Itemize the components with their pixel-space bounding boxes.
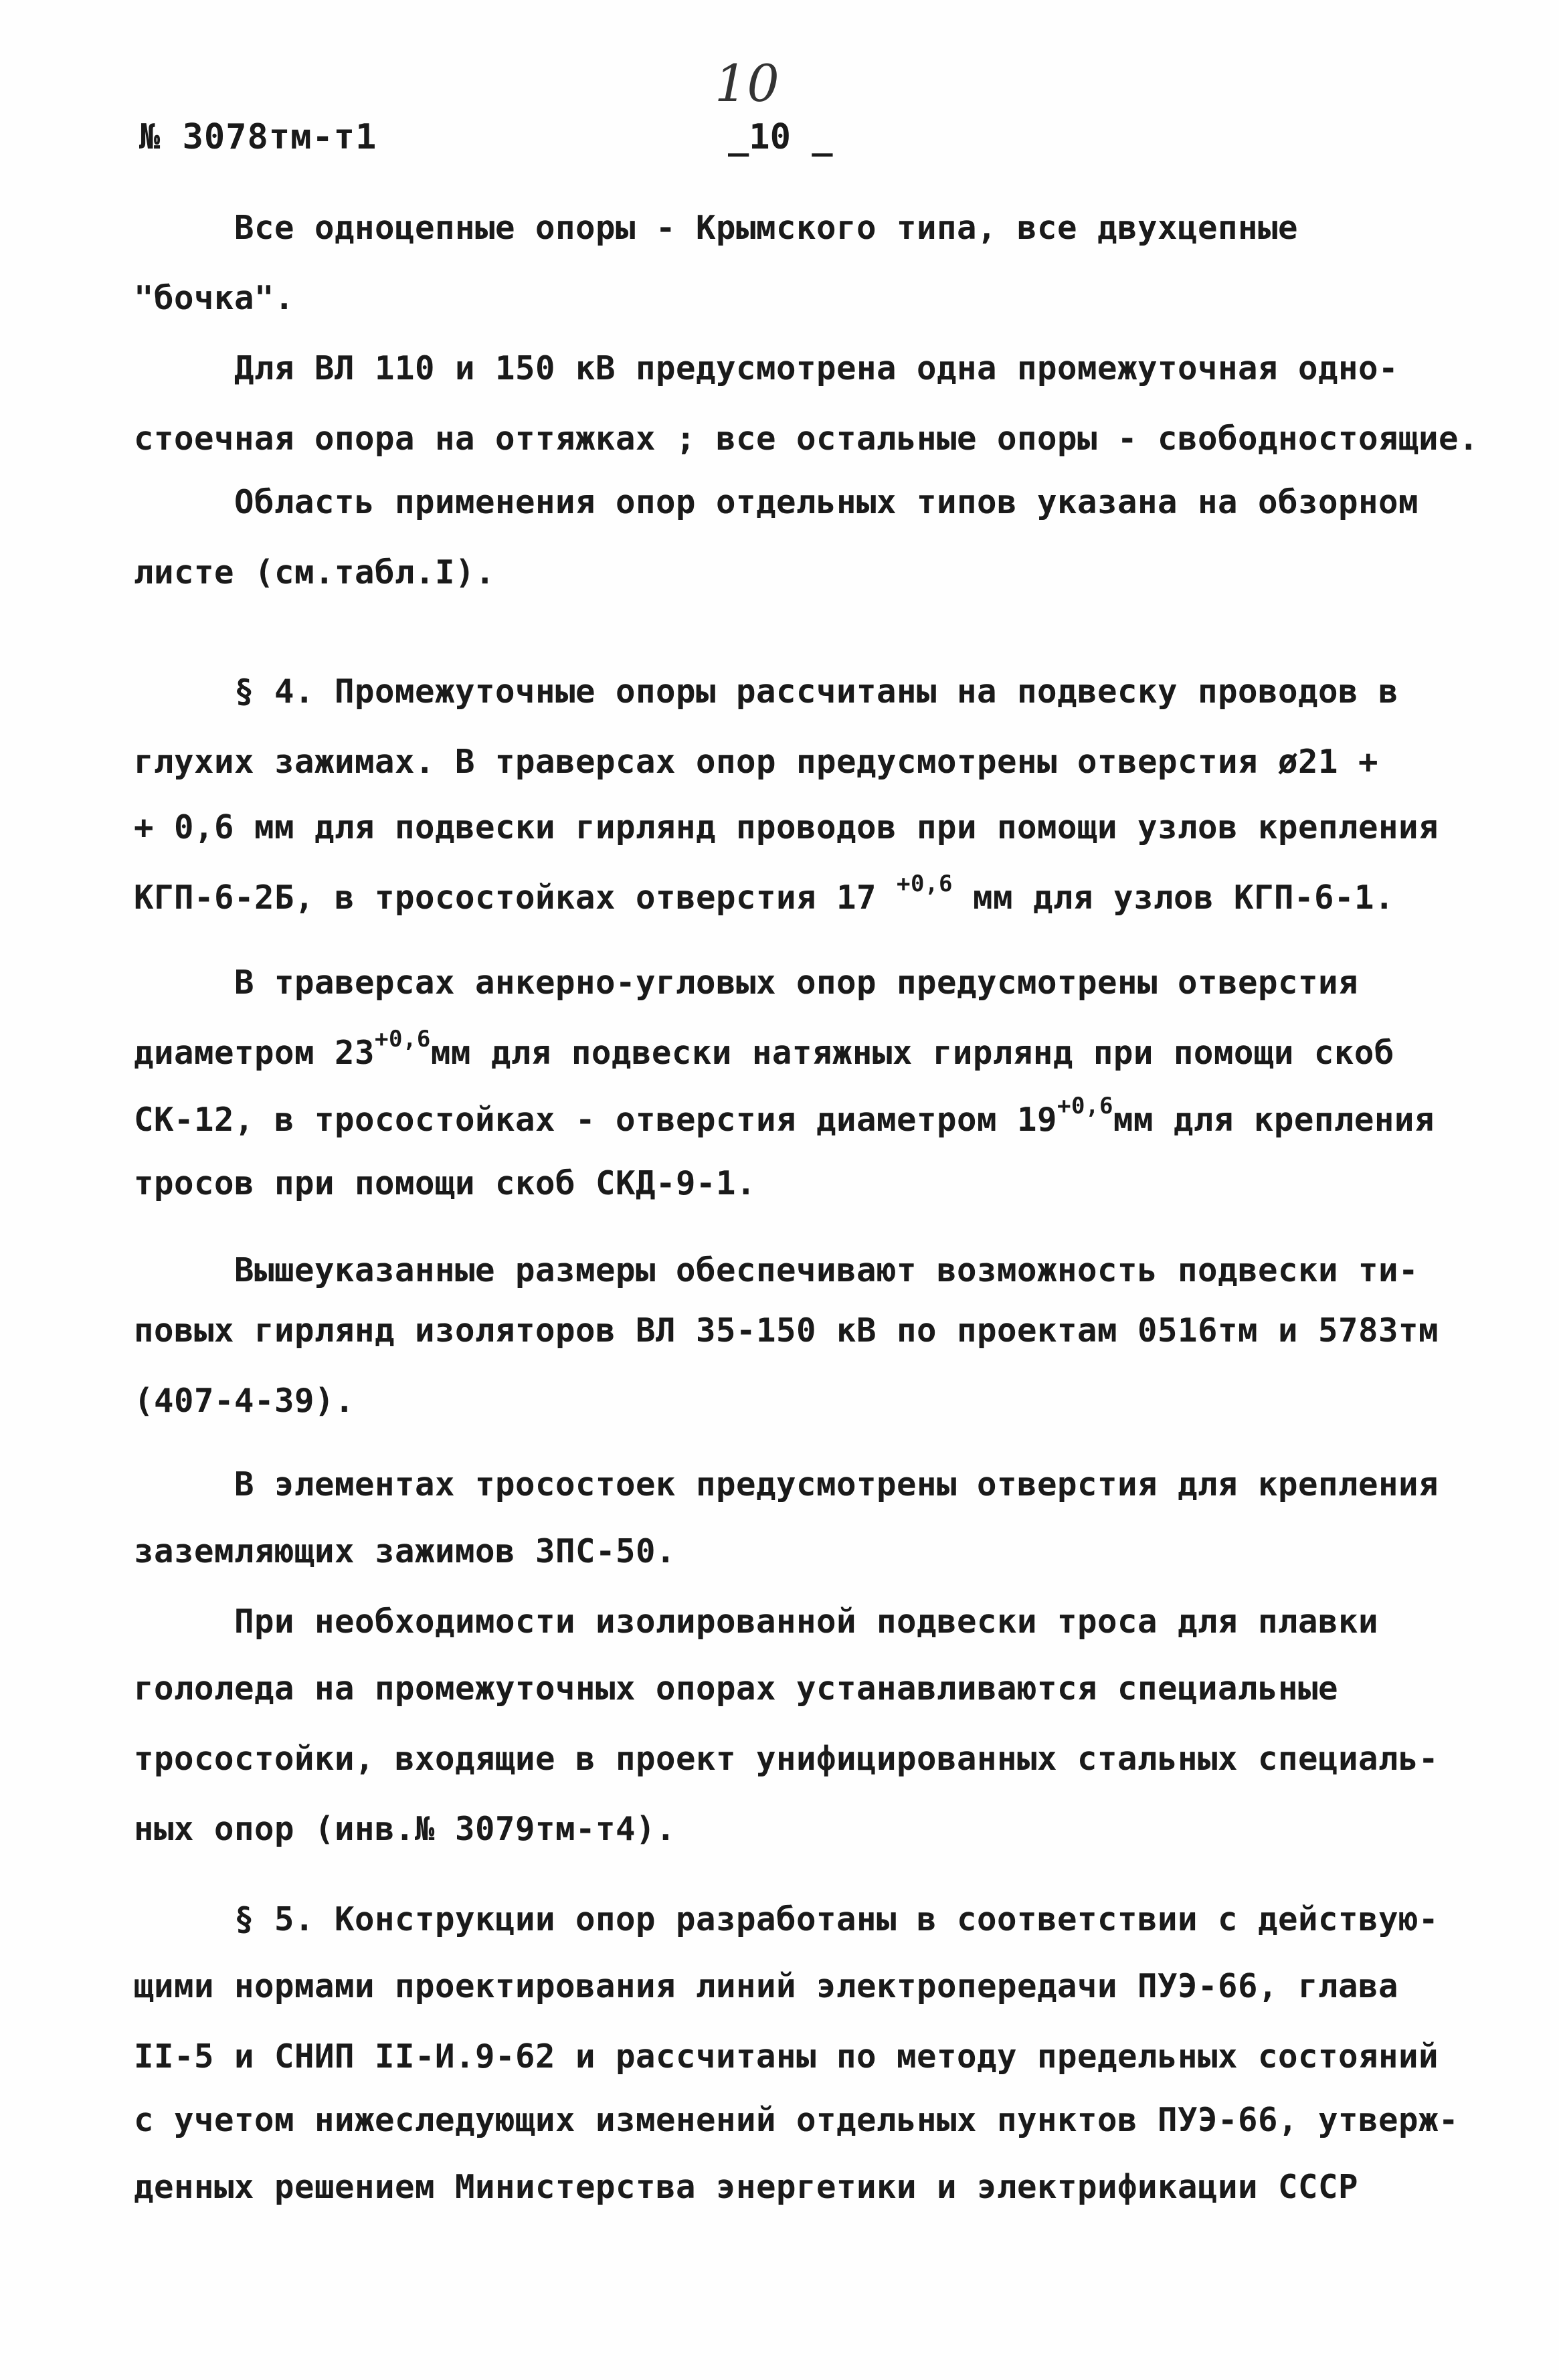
text-line: § 4. Промежуточные опоры рассчитаны на подвеску проводов в <box>234 672 1399 711</box>
page-number: _10 _ <box>728 117 833 157</box>
text-line <box>134 1093 1435 1139</box>
text-line: заземляющих зажимов ЗПС-50. <box>134 1532 676 1570</box>
tolerance-superscript: +0,6 <box>1057 1093 1113 1119</box>
text-line: с учетом нижеследующих изменений отдельных пунктов ПУЭ-66, утверж- <box>134 2101 1459 2139</box>
document-code: № 3078тм-т1 <box>139 117 377 157</box>
text-segment: мм для подвески натяжных гирлянд при помощи скоб <box>430 1034 1394 1072</box>
text-line: глухих зажимах. В траверсах опор предусмотрены отверстия ø21 + <box>134 743 1379 781</box>
text-line: "бочка". <box>134 279 295 317</box>
text-line: В траверсах анкерно-угловых опор предусмотрены отверстия <box>234 964 1359 1002</box>
text-segment: СК-12, в тросостойках - отверстия диаметром 19 <box>134 1101 1058 1139</box>
text-segment: диаметром 23 <box>134 1034 375 1072</box>
text-line: II-5 и СНИП II-И.9-62 и рассчитаны по методу предельных состояний <box>134 2037 1439 2076</box>
text-segment: мм для узлов КГП-6-1. <box>972 879 1394 917</box>
text-line: листе (см.табл.I). <box>134 553 496 591</box>
text-line: щими нормами проектирования линий электропередачи ПУЭ-66, глава <box>134 1967 1399 2005</box>
text-line: стоечная опора на оттяжках ; все остальные опоры - свободностоящие. <box>134 420 1479 458</box>
text-line: (407-4-39). <box>134 1382 355 1420</box>
text-line: § 5. Конструкции опор разработаны в соответствии с действую- <box>234 1900 1439 1938</box>
tolerance-superscript: +0,6 <box>897 871 953 897</box>
text-segment: КГП-6-2Б, в тросостойках отверстия 17 <box>134 879 877 917</box>
text-line: гололеда на промежуточных опорах устанавливаются специальные <box>134 1669 1339 1708</box>
text-line: Область применения опор отдельных типов указана на обзорном <box>234 483 1419 521</box>
text-line: В элементах тросостоек предусмотрены отверстия для крепления <box>234 1465 1439 1503</box>
text-line: Вышеуказанные размеры обеспечивают возможность подвески ти- <box>234 1251 1419 1289</box>
text-segment: мм для крепления <box>1113 1101 1435 1139</box>
text-line <box>134 1026 1394 1072</box>
text-line <box>134 871 1394 917</box>
text-line: Все одноцепные опоры - Крымского типа, все двухцепные <box>234 209 1299 247</box>
page-header <box>139 117 1410 171</box>
text-line: тросов при помощи скоб СКД-9-1. <box>134 1164 757 1202</box>
text-line: + 0,6 мм для подвески гирлянд проводов при помощи узлов крепления <box>134 808 1439 846</box>
handwritten-page-number: 10 <box>715 54 780 113</box>
text-line: тросостойки, входящие в проект унифицированных стальных специаль- <box>134 1740 1439 1778</box>
text-line: повых гирлянд изоляторов ВЛ 35-150 кВ по проектам 0516тм и 5783тм <box>134 1311 1439 1350</box>
text-line: ных опор (инв.№ 3079тм-т4). <box>134 1810 676 1848</box>
text-line: денных решением Министерства энергетики и электрификации СССР <box>134 2168 1359 2206</box>
tolerance-superscript: +0,6 <box>375 1026 431 1052</box>
text-line: Для ВЛ 110 и 150 кВ предусмотрена одна промежуточная одно- <box>234 349 1399 387</box>
text-line: При необходимости изолированной подвески троса для плавки <box>234 1603 1379 1641</box>
